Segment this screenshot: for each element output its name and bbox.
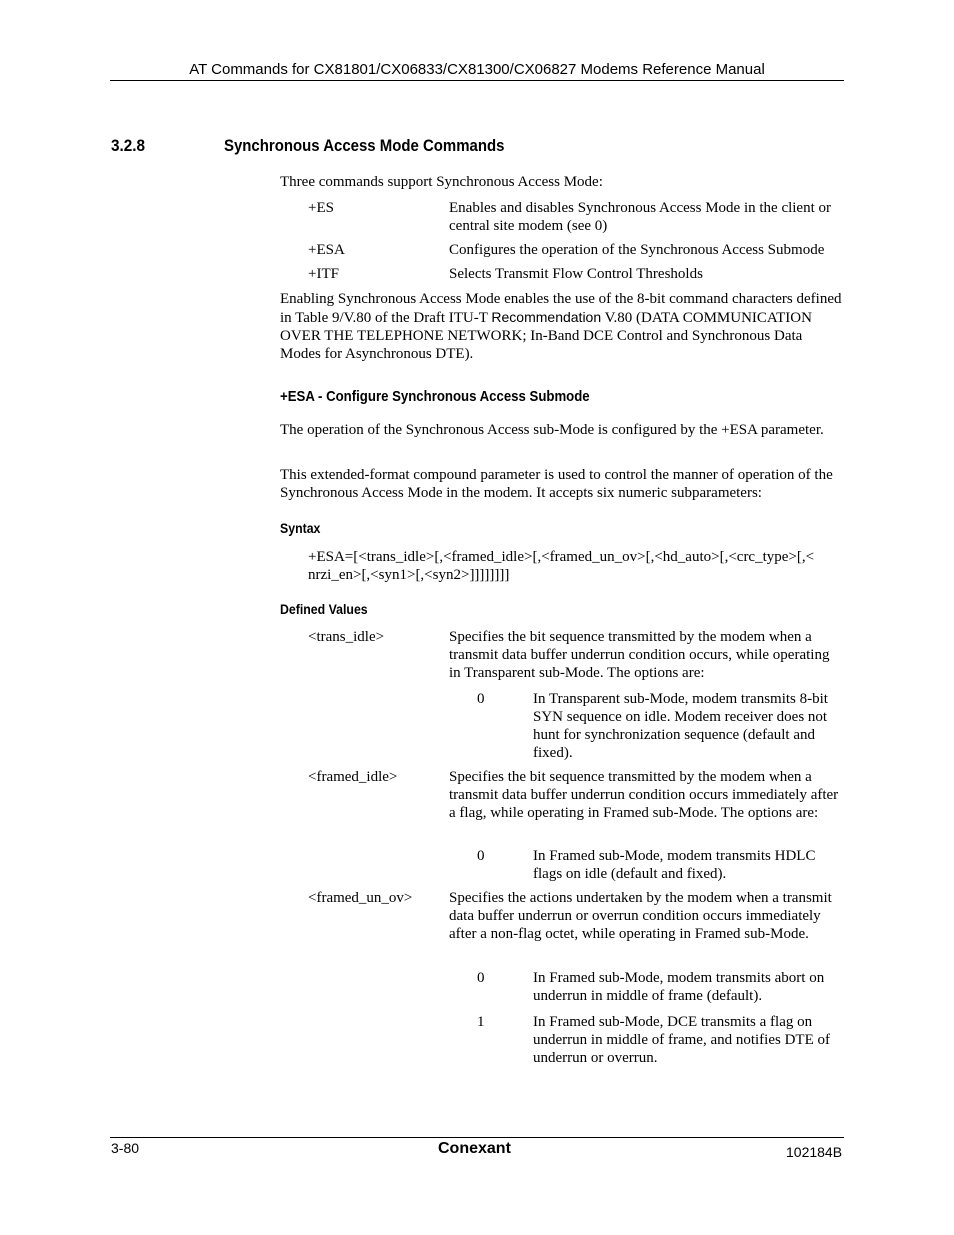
- command-description: Selects Transmit Flow Control Thresholds: [449, 266, 703, 282]
- header-rule: [110, 80, 844, 81]
- v80-paragraph: [280, 290, 844, 363]
- v80-paragraph-end: V.80 (DATA COMMUNICATION OVER THE TELEPHONE NETWORK; In-Band DCE Control and Synchronous Data Modes for Asynchronous DTE).: [280, 310, 812, 362]
- esa-paragraph-2: This extended-format compound parameter is used to control the manner of operation of the Synchronous Access Mode in the modem. It accepts six numeric subparameters:: [280, 467, 833, 501]
- company-name: Conexant: [438, 1140, 511, 1157]
- page-number: 3-80: [111, 1140, 140, 1156]
- parameter-description: Specifies the bit sequence transmitted by the modem when a transmit data buffer underrun condition occurs immediately after a flag, while operating in Framed sub-Mode. The options are:: [449, 769, 839, 821]
- command-name: +ITF: [308, 266, 339, 282]
- command-name: +ESA: [308, 242, 345, 258]
- running-header: AT Commands for CX81801/CX06833/CX81300/CX06827 Modems Reference Manual: [189, 61, 765, 78]
- parameter-description: Specifies the bit sequence transmitted by the modem when a transmit data buffer underrun condition occurs, while operating in Transparent sub-Mode. The options are:: [449, 629, 830, 681]
- defined-values-heading: Defined Values: [280, 601, 368, 617]
- option-value: 0: [477, 848, 485, 864]
- option-description: In Framed sub-Mode, modem transmits HDLC flags on idle (default and fixed).: [533, 848, 816, 882]
- syntax-heading: Syntax: [280, 520, 321, 536]
- document-number: 102184B: [786, 1144, 843, 1160]
- command-description: Configures the operation of the Synchronous Access Submode: [449, 242, 825, 258]
- command-description: Enables and disables Synchronous Access Mode in the client or central site modem (see 0): [449, 200, 832, 234]
- esa-paragraph-1: The operation of the Synchronous Access sub-Mode is configured by the +ESA parameter.: [280, 422, 824, 438]
- recommendation-word: Recommendation: [491, 309, 602, 325]
- option-description: In Framed sub-Mode, modem transmits abort on underrun in middle of frame (default).: [533, 970, 825, 1004]
- parameter-name: <framed_idle>: [308, 769, 398, 785]
- option-value: 1: [477, 1014, 485, 1030]
- command-name: +ES: [308, 200, 334, 216]
- v80-paragraph-start: Enabling Synchronous Access Mode enables the use of the 8-bit command characters defined in Table 9/V.80 of the Draft ITU-T: [280, 291, 842, 326]
- footer-rule: [110, 1137, 844, 1138]
- option-description: In Framed sub-Mode, DCE transmits a flag on underrun in middle of frame, and notifies DTE of underrun or overrun.: [533, 1014, 830, 1066]
- option-value: 0: [477, 691, 485, 707]
- intro-paragraph: Three commands support Synchronous Access Mode:: [280, 174, 603, 190]
- esa-heading: +ESA - Configure Synchronous Access Submode: [280, 388, 590, 405]
- section-title: Synchronous Access Mode Commands: [224, 136, 505, 155]
- section-number: 3.2.8: [111, 136, 146, 155]
- syntax-text: +ESA=[<trans_idle>[,<framed_idle>[,<framed_un_ov>[,<hd_auto>[,<crc_type>[,< nrzi_en>[,<syn1>[,<syn2>]]]]]]]]: [308, 549, 815, 583]
- parameter-description: Specifies the actions undertaken by the modem when a transmit data buffer underrun or overrun condition occurs immediately after a non-flag octet, while operating in Framed sub-Mode.: [449, 890, 832, 942]
- option-value: 0: [477, 970, 485, 986]
- parameter-name: <trans_idle>: [308, 629, 385, 645]
- parameter-name: <framed_un_ov>: [308, 890, 413, 906]
- option-description: In Transparent sub-Mode, modem transmits 8-bit SYN sequence on idle. Modem receiver does not hunt for synchronization sequence (default and fixed).: [533, 691, 828, 761]
